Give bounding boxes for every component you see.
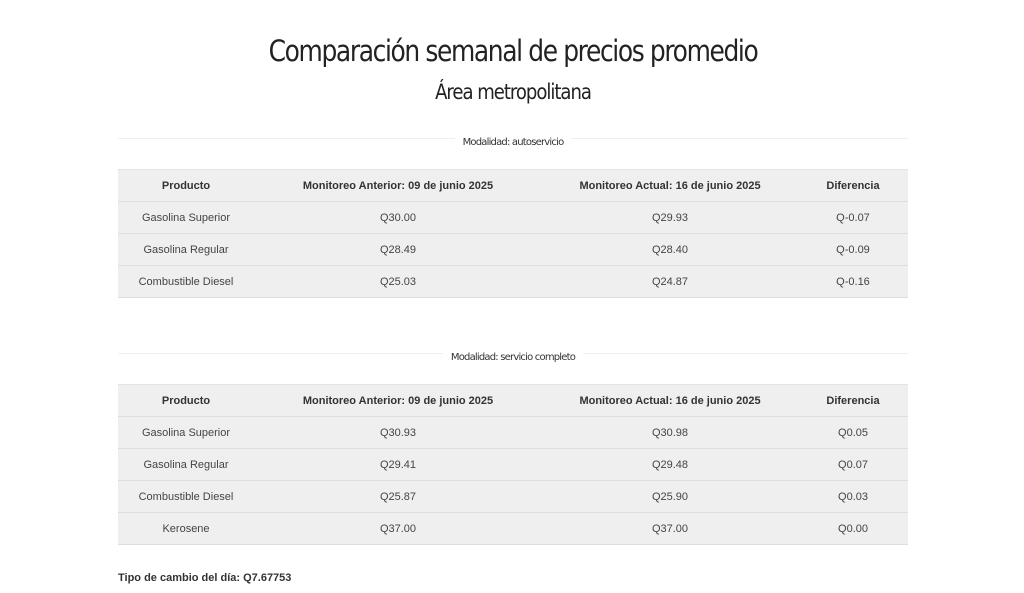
cell-diferencia: Q-0.09: [798, 234, 908, 266]
cell-actual: Q25.90: [542, 481, 798, 513]
cell-producto: Gasolina Superior: [118, 417, 254, 449]
table-row: [118, 417, 908, 449]
column-header-monitoreo-anterior: Monitoreo Anterior: 09 de junio 2025: [254, 385, 542, 417]
exchange-rate: Tipo de cambio del día: Q7.67753: [118, 572, 292, 584]
cell-diferencia: Q0.07: [798, 449, 908, 481]
cell-anterior: Q25.87: [254, 481, 542, 513]
cell-diferencia: Q-0.16: [798, 266, 908, 298]
table-row: [118, 481, 908, 513]
page-subtitle: Área metropolitana: [435, 80, 591, 104]
cell-diferencia: Q0.03: [798, 481, 908, 513]
cell-actual: Q24.87: [542, 266, 798, 298]
cell-producto: Gasolina Regular: [118, 234, 254, 266]
table-row: [118, 202, 908, 234]
cell-actual: Q37.00: [542, 513, 798, 545]
modality-divider-servicio-completo: [118, 347, 908, 363]
cell-actual: Q29.93: [542, 202, 798, 234]
column-header-monitoreo-anterior: Monitoreo Anterior: 09 de junio 2025: [254, 170, 542, 202]
cell-diferencia: Q0.00: [798, 513, 908, 545]
page-title: Comparación semanal de precios promedio: [268, 34, 758, 68]
column-header-monitoreo-actual: Monitoreo Actual: 16 de junio 2025: [542, 170, 798, 202]
table-header-row: [118, 170, 908, 202]
column-header-monitoreo-actual: Monitoreo Actual: 16 de junio 2025: [542, 385, 798, 417]
cell-anterior: Q37.00: [254, 513, 542, 545]
prices-table-servicio-completo: [118, 384, 908, 545]
cell-actual: Q28.40: [542, 234, 798, 266]
cell-anterior: Q30.00: [254, 202, 542, 234]
cell-actual: Q29.48: [542, 449, 798, 481]
cell-producto: Combustible Diesel: [118, 266, 254, 298]
column-header-producto: Producto: [118, 385, 254, 417]
cell-anterior: Q30.93: [254, 417, 542, 449]
column-header-diferencia: Diferencia: [798, 170, 908, 202]
cell-producto: Kerosene: [118, 513, 254, 545]
cell-producto: Gasolina Regular: [118, 449, 254, 481]
cell-producto: Gasolina Superior: [118, 202, 254, 234]
cell-producto: Combustible Diesel: [118, 481, 254, 513]
cell-actual: Q30.98: [542, 417, 798, 449]
prices-table-autoservicio: [118, 169, 908, 298]
cell-diferencia: Q0.05: [798, 417, 908, 449]
modality-divider-autoservicio: [118, 132, 908, 148]
cell-anterior: Q25.03: [254, 266, 542, 298]
cell-anterior: Q28.49: [254, 234, 542, 266]
cell-diferencia: Q-0.07: [798, 202, 908, 234]
table-row: [118, 449, 908, 481]
cell-anterior: Q29.41: [254, 449, 542, 481]
table-row: [118, 513, 908, 545]
column-header-producto: Producto: [118, 170, 254, 202]
column-header-diferencia: Diferencia: [798, 385, 908, 417]
modality-label: Modalidad: autoservicio: [455, 137, 572, 149]
table-row: [118, 234, 908, 266]
table-row: [118, 266, 908, 298]
modality-label: Modalidad: servicio completo: [443, 352, 583, 364]
table-header-row: [118, 385, 908, 417]
